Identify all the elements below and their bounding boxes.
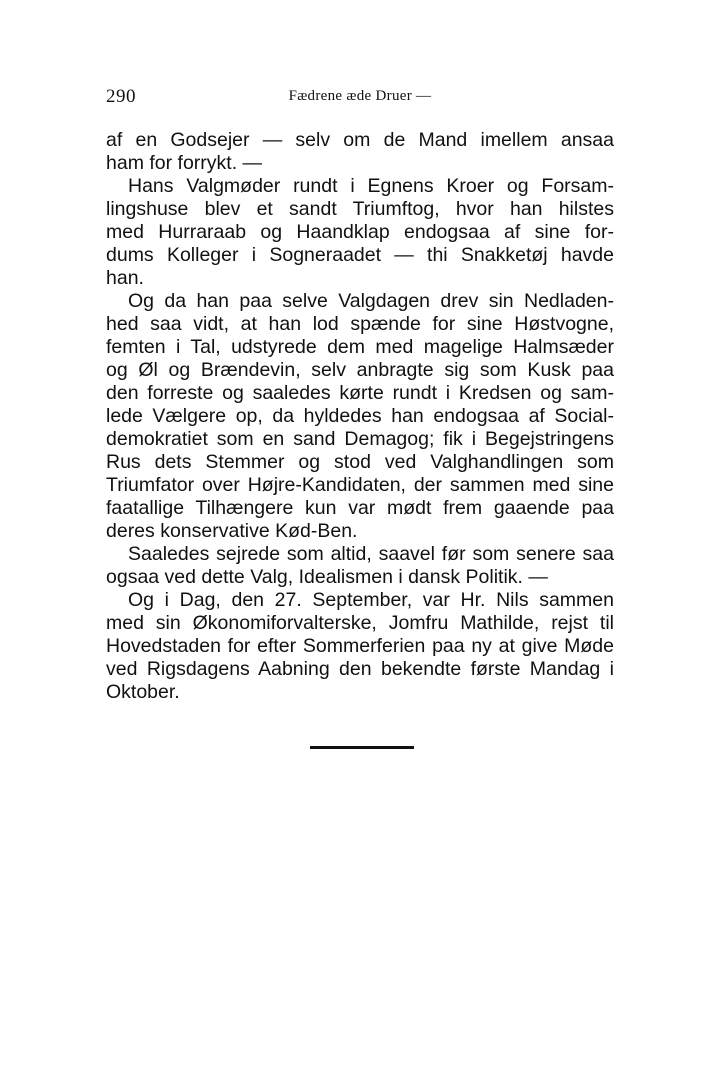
running-head	[106, 86, 614, 112]
text-line: Oktober.	[106, 681, 180, 703]
text-line: Saaledes sejrede som altid, saavel før som senere saa	[128, 543, 614, 565]
text-line: Og i Dag, den 27. September, var Hr. Nils sammen	[128, 589, 614, 611]
paragraph	[106, 175, 614, 290]
text-line: den forreste og saaledes kørte rundt i Kredsen og sam-	[106, 382, 614, 404]
running-title: Fædrene æde Druer —	[288, 88, 432, 104]
paragraph	[106, 543, 614, 589]
text-line: Rus dets Stemmer og stod ved Valghandlingen som	[106, 451, 614, 473]
text-line: med sin Økonomiforvalterske, Jomfru Mathilde, rejst til	[106, 612, 614, 634]
text-line: lingshuse blev et sandt Triumftog, hvor han hilstes	[106, 198, 614, 220]
text-line: deres konservative Kød-Ben.	[106, 520, 358, 542]
text-line: dums Kolleger i Sogneraadet — thi Snakketøj havde	[106, 244, 614, 266]
paragraph	[106, 290, 614, 543]
text-line: ham for forrykt. —	[106, 152, 263, 174]
text-line: ved Rigsdagens Aabning den bekendte første Mandag i	[106, 658, 614, 680]
text-line: hed saa vidt, at han lod spænde for sine Høstvogne,	[106, 313, 614, 335]
text-line: Og da han paa selve Valgdagen drev sin Nedladen-	[128, 290, 614, 312]
text-line: Hans Valgmøder rundt i Egnens Kroer og Forsam-	[128, 175, 614, 197]
text-line: Hovedstaden for efter Sommerferien paa ny at give Møde	[106, 635, 614, 657]
text-line: femten i Tal, udstyrede dem med magelige Halmsæder	[106, 336, 614, 358]
text-line: Triumfator over Højre-Kandidaten, der sammen med sine	[106, 474, 614, 496]
text-line: lede Vælgere op, da hyldedes han endogsaa af Social-	[106, 405, 614, 427]
text-line: faatallige Tilhængere kun var mødt frem gaaende paa	[106, 497, 614, 519]
text-line: af en Godsejer — selv om de Mand imellem ansaa	[106, 129, 614, 151]
text-line: med Hurraraab og Haandklap endogsaa af sine for-	[106, 221, 614, 243]
text-line: og Øl og Brændevin, selv anbragte sig som Kusk paa	[106, 359, 614, 381]
end-rule	[310, 746, 414, 749]
text-line: ogsaa ved dette Valg, Idealismen i dansk Politik. —	[106, 566, 548, 588]
body-text	[106, 129, 614, 704]
paragraph	[106, 589, 614, 704]
paragraph	[106, 129, 614, 175]
text-line: demokratiet som en sand Demagog; fik i Begejstringens	[106, 428, 614, 450]
text-line: han.	[106, 267, 144, 289]
page-number: 290	[106, 86, 136, 107]
